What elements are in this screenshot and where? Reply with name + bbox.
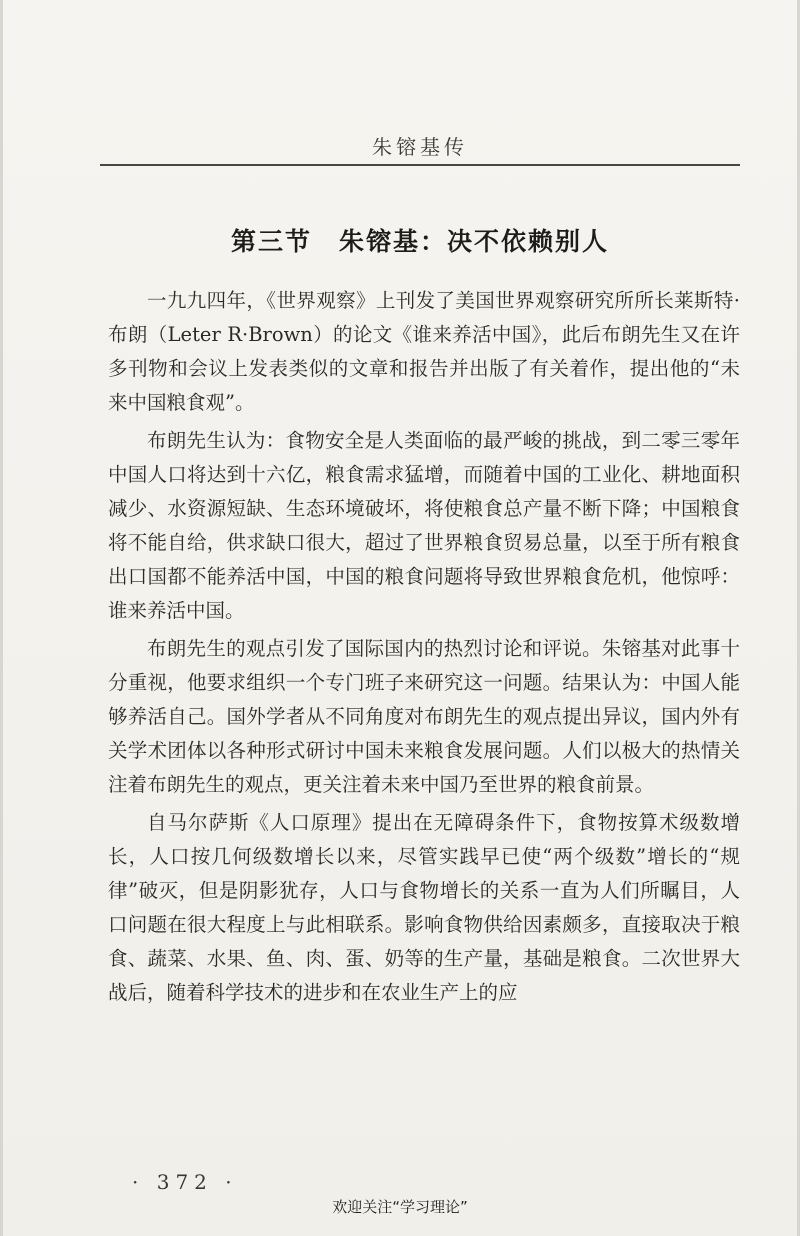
footer-note: 欢迎关注“学习理论” xyxy=(332,1198,468,1216)
header-rule xyxy=(100,164,740,166)
running-head-title: 朱镕基传 xyxy=(372,135,468,159)
paragraph: 自马尔萨斯《人口原理》提出在无障碍条件下，食物按算术级数增长，人口按几何级数增长以来，尽管实践早已使“两个级数”增长的“规律”破灭，但是阴影犹存，人口与食物增长的关系一直为人们所瞩目，人口问题在很大程度上与此相联系。影响食物供给因素颇多，直接取决于粮食、蔬菜、水果、鱼、肉、蛋、奶等的生产量，基础是粮食。二次世界大战后，随着科学技术的进步和在农业生产上的应 xyxy=(108,811,740,1004)
scan-edge-left xyxy=(0,0,3,1236)
page-number: · 372 · xyxy=(132,1170,238,1194)
section-title: 第三节 朱镕基：决不依赖别人 xyxy=(230,227,609,256)
body-text xyxy=(108,284,740,1014)
paragraph: 一九九四年，《世界观察》上刊发了美国世界观察研究所所长莱斯特·布朗（Leter R·Brown）的论文《谁来养活中国》，此后布朗先生又在许多刊物和会议上发表类似的文章和报告并出版了有关着作，提出他的“未来中国粮食观”。 xyxy=(108,289,740,414)
paragraph: 布朗先生的观点引发了国际国内的热烈讨论和评说。朱镕基对此事十分重视，他要求组织一个专门班子来研究这一问题。结果认为：中国人能够养活自己。国外学者从不同角度对布朗先生的观点提出异议，国内外有关学术团体以各种形式研讨中国未来粮食发展问题。人们以极大的热情关注着布朗先生的观点，更关注着未来中国乃至世界的粮食前景。 xyxy=(108,637,740,796)
paragraph: 布朗先生认为：食物安全是人类面临的最严峻的挑战，到二零三零年中国人口将达到十六亿，粮食需求猛增，而随着中国的工业化、耕地面积减少、水资源短缺、生态环境破坏，将使粮食总产量不断下降；中国粮食将不能自给，供求缺口很大，超过了世界粮食贸易总量，以至于所有粮食出口国都不能养活中国，中国的粮食问题将导致世界粮食危机，他惊呼：谁来养活中国。 xyxy=(108,429,740,622)
